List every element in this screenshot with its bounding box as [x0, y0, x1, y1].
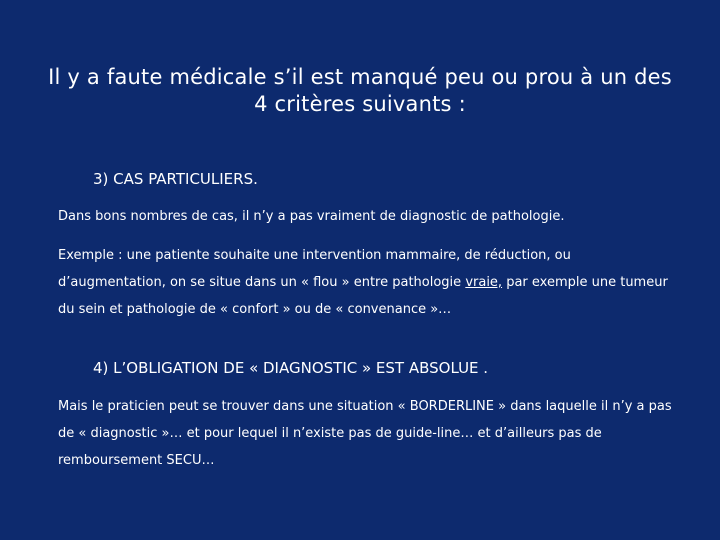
section-3-heading: 3) CAS PARTICULIERS. [93, 170, 258, 188]
section-4-paragraph: Mais le praticien peut se trouver dans une situation « BORDERLINE » dans laquelle il n’y a pas de « diagnostic »… et pour lequel il n’existe pas de guide-line… et d’ailleurs pas de remboursement SECU… [58, 399, 672, 468]
section-3-paragraph-2 [58, 242, 678, 323]
section-4-heading: 4) L’OBLIGATION DE « DIAGNOSTIC » EST ABSOLUE . [93, 359, 489, 377]
section-3-paragraph-1: Dans bons nombres de cas, il n’y a pas vraiment de diagnostic de pathologie. [58, 209, 565, 224]
slide-title: Il y a faute médicale s’il est manqué peu ou prou à un des 4 critères suivants : [48, 65, 672, 116]
paragraph-2-text-after: par exemple une tumeur du sein et pathologie de « confort » ou de « convenance »… [58, 275, 668, 317]
paragraph-2-underlined-word: vraie, [465, 275, 503, 290]
paragraph-2-text-before: Exemple : une patiente souhaite une intervention mammaire, de réduction, ou d’augmentation, on se situe dans un « flou » entre pathologie [58, 248, 571, 290]
